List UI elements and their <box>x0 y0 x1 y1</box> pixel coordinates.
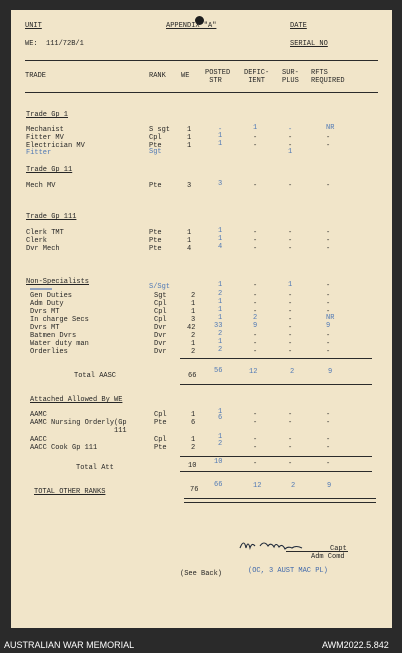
row-trade: Dvr Mech <box>26 245 60 253</box>
row-we: 1 <box>191 411 196 419</box>
row-trade: Fitter MV <box>26 134 64 142</box>
row-posted: 1 <box>218 433 223 441</box>
total-aasc-rfts: 9 <box>328 368 333 376</box>
group-heading: Trade Gp 11 <box>26 166 73 174</box>
total-att-deficient: - <box>253 460 258 468</box>
total-other-rfts: 9 <box>327 482 332 490</box>
row-rfts: 9 <box>326 322 331 330</box>
subtotal-rule <box>180 358 372 359</box>
row-rfts: - <box>326 292 331 300</box>
row-rank: Pte <box>154 444 167 452</box>
row-surplus: - <box>288 436 293 444</box>
row-rfts: NR <box>326 314 335 322</box>
row-trade: Adm Duty <box>30 300 64 308</box>
group-heading: Non-Specialists <box>26 278 90 286</box>
row-trade: Gen Duties <box>30 292 73 300</box>
row-rfts: - <box>326 134 331 142</box>
we-reference: WE: 111/72B/1 <box>25 40 84 48</box>
row-surplus: - <box>288 340 293 348</box>
row-trade: Orderlies <box>30 348 68 356</box>
row-rfts: - <box>326 308 331 316</box>
row-deficient: - <box>253 340 258 348</box>
row-we: 1 <box>187 237 192 245</box>
crossed-out-entry <box>30 288 52 290</box>
total-other-deficient: 12 <box>253 482 262 490</box>
row-surplus: - <box>288 332 293 340</box>
row-rank: Pte <box>149 229 162 237</box>
total-rule <box>180 384 372 385</box>
row-rfts: - <box>326 229 331 237</box>
row-rfts: - <box>326 245 331 253</box>
see-back-note: (See Back) <box>180 570 223 578</box>
col-rfts: RFTS REQUIRED <box>311 69 345 85</box>
col-trade: TRADE <box>25 72 47 80</box>
row-posted: 1 <box>218 132 223 140</box>
row-we: 1 <box>191 300 196 308</box>
handwritten-signature <box>238 536 318 556</box>
row-we: 42 <box>187 324 196 332</box>
row-we: 4 <box>187 245 192 253</box>
row-rank: Dvr <box>154 348 167 356</box>
double-rule <box>184 498 376 499</box>
handwritten-rank: Sgt <box>149 148 162 156</box>
total-att-we: 10 <box>188 462 197 470</box>
row-rfts: - <box>326 348 331 356</box>
row-posted: 1 <box>218 140 223 148</box>
total-att-rfts: - <box>326 460 331 468</box>
total-other-surplus: 2 <box>291 482 296 490</box>
row-posted: 33 <box>214 322 223 330</box>
row-rank: Sgt <box>154 292 167 300</box>
row-rfts: - <box>326 142 331 150</box>
row-rfts: - <box>326 419 331 427</box>
row-rank: Dvr <box>154 324 167 332</box>
row-we: 3 <box>187 182 192 190</box>
row-rfts: - <box>326 444 331 452</box>
row-trade: Dvrs MT <box>30 308 60 316</box>
row-deficient: - <box>253 282 258 290</box>
row-rank: Pte <box>149 237 162 245</box>
row-deficient: - <box>253 292 258 300</box>
row-posted: 1 <box>218 306 223 314</box>
col-posted: POSTED STR <box>205 69 231 85</box>
row-deficient: - <box>253 348 258 356</box>
total-other-ranks-label: TOTAL OTHER RANKS <box>34 488 106 496</box>
total-att-label: Total Att <box>76 464 114 472</box>
row-trade: AACC Cook Gp 111 <box>30 444 98 452</box>
row-deficient: - <box>253 134 258 142</box>
total-aasc-we: 66 <box>188 372 197 380</box>
total-rule <box>180 471 372 472</box>
handwritten-surplus: 1 <box>288 148 293 156</box>
row-surplus: - <box>288 245 293 253</box>
unit-stamp: (OC, 3 AUST MAC PL) <box>248 567 328 575</box>
row-rfts: - <box>326 282 331 290</box>
signatory-rank: Capt <box>330 545 347 553</box>
row-rfts: - <box>326 332 331 340</box>
row-posted: 1 <box>218 408 223 416</box>
row-posted: 1 <box>218 314 223 322</box>
row-we: 1 <box>191 340 196 348</box>
row-posted: 2 <box>218 440 223 448</box>
row-we: 1 <box>187 134 192 142</box>
row-rfts: - <box>326 300 331 308</box>
appendix-title: APPENDIX "A" <box>166 22 217 30</box>
total-aasc-deficient: 12 <box>249 368 258 376</box>
col-rank: RANK <box>149 72 166 80</box>
row-we: 2 <box>191 444 196 452</box>
row-deficient: - <box>253 411 258 419</box>
handwritten-trade: Fitter <box>26 149 52 157</box>
row-deficient: - <box>253 142 258 150</box>
row-we: 1 <box>187 229 192 237</box>
row-deficient: - <box>253 300 258 308</box>
total-other-posted: 66 <box>214 481 223 489</box>
row-posted: 1 <box>218 338 223 346</box>
row-surplus: - <box>288 142 293 150</box>
archive-reference: AWM2022.5.842 <box>322 640 389 650</box>
row-trade: Mech MV <box>26 182 56 190</box>
row-surplus: - <box>288 411 293 419</box>
row-surplus: 1 <box>288 281 293 289</box>
row-rfts: - <box>326 436 331 444</box>
handwritten-rank: S/Sgt <box>149 283 171 291</box>
row-rank: Cpl <box>154 436 167 444</box>
row-we: 1 <box>187 142 192 150</box>
row-surplus: - <box>288 419 293 427</box>
row-we: 3 <box>191 316 196 324</box>
row-deficient: 2 <box>253 314 258 322</box>
row-surplus: - <box>288 324 293 332</box>
row-rfts: NR <box>326 124 335 132</box>
row-rank: S sgt <box>149 126 171 134</box>
col-surplus: SUR- PLUS <box>282 69 299 85</box>
row-surplus: - <box>288 182 293 190</box>
row-deficient: - <box>253 237 258 245</box>
total-att-posted: 10 <box>214 458 223 466</box>
row-trade: Electrician MV <box>26 142 85 150</box>
row-posted: 1 <box>218 298 223 306</box>
row-we: 2 <box>191 348 196 356</box>
row-rank: Pte <box>149 182 162 190</box>
row-rank: Cpl <box>154 300 167 308</box>
row-posted: - <box>218 126 223 134</box>
row-surplus: - <box>288 348 293 356</box>
row-deficient: 9 <box>253 322 258 330</box>
row-trade: AACC <box>30 436 47 444</box>
row-trade: In charge Secs <box>30 316 89 324</box>
total-other-we: 76 <box>190 486 199 494</box>
row-rank: Dvr <box>154 340 167 348</box>
row-we: 2 <box>191 332 196 340</box>
row-surplus: - <box>288 316 293 324</box>
row-we: 6 <box>191 419 196 427</box>
subtotal-rule <box>180 456 372 457</box>
row-deficient: - <box>253 419 258 427</box>
row-rfts: - <box>326 182 331 190</box>
row-posted: 4 <box>218 243 223 251</box>
row-surplus: - <box>288 134 293 142</box>
row-trade: Dvrs MT <box>30 324 60 332</box>
row-trade: AAMC <box>30 411 47 419</box>
col-we: WE <box>181 72 190 80</box>
row-we: 1 <box>191 436 196 444</box>
row-rank: Dvr <box>154 332 167 340</box>
row-trade: Clerk TMT <box>26 229 64 237</box>
serial-label: SERIAL NO <box>290 40 328 48</box>
archive-credit: AUSTRALIAN WAR MEMORIAL <box>4 640 135 650</box>
row-trade: Batmen Dvrs <box>30 332 77 340</box>
row-deficient: - <box>253 308 258 316</box>
row-surplus: - <box>288 126 293 134</box>
total-aasc-label: Total AASC <box>74 372 117 380</box>
row-we: 1 <box>191 308 196 316</box>
row-surplus: - <box>288 229 293 237</box>
row-deficient: - <box>253 332 258 340</box>
row-trade: Mechanist <box>26 126 64 134</box>
columns-rule <box>25 92 378 93</box>
row-rfts: - <box>326 340 331 348</box>
row-surplus: - <box>288 444 293 452</box>
signatory-role: Adm Comd <box>311 553 345 561</box>
total-aasc-surplus: 2 <box>290 368 295 376</box>
row-posted: 1 <box>218 235 223 243</box>
row-deficient: - <box>253 444 258 452</box>
row-trade: Clerk <box>26 237 48 245</box>
row-surplus: - <box>288 292 293 300</box>
row-rank: Pte <box>149 142 162 150</box>
row-we: 2 <box>191 292 196 300</box>
row-surplus: - <box>288 308 293 316</box>
double-rule <box>184 502 376 503</box>
header-rule <box>25 60 378 61</box>
row-rfts: - <box>326 411 331 419</box>
row-trade: Water duty man <box>30 340 89 348</box>
row-rank: Cpl <box>154 308 167 316</box>
total-att-surplus: - <box>288 460 293 468</box>
row-rank: Cpl <box>149 134 162 142</box>
row-rank: Pte <box>154 419 167 427</box>
row-posted: 2 <box>218 290 223 298</box>
row-deficient: - <box>253 436 258 444</box>
group-heading: Attached Allowed By WE <box>30 396 123 404</box>
row-posted: 2 <box>218 346 223 354</box>
row-posted: 6 <box>218 414 223 422</box>
row-trade: AAMC Nursing Orderly(Gp 111 <box>30 419 127 435</box>
total-aasc-posted: 56 <box>214 367 223 375</box>
row-rank: Pte <box>149 245 162 253</box>
date-label: DATE <box>290 22 307 30</box>
row-posted: 1 <box>218 227 223 235</box>
row-posted: 1 <box>218 281 223 289</box>
row-rfts: - <box>326 237 331 245</box>
row-surplus: - <box>288 300 293 308</box>
row-deficient: - <box>253 245 258 253</box>
row-deficient: - <box>253 229 258 237</box>
row-deficient: 1 <box>253 124 258 132</box>
row-surplus: - <box>288 237 293 245</box>
row-posted: 3 <box>218 180 223 188</box>
row-we: 1 <box>187 126 192 134</box>
row-posted: 2 <box>218 330 223 338</box>
row-rank: Cpl <box>154 316 167 324</box>
row-rank: Cpl <box>154 411 167 419</box>
unit-label: UNIT <box>25 22 42 30</box>
group-heading: Trade Gp 111 <box>26 213 77 221</box>
row-deficient: - <box>253 182 258 190</box>
group-heading: Trade Gp 1 <box>26 111 69 119</box>
col-deficient: DEFIC- IENT <box>244 69 270 85</box>
